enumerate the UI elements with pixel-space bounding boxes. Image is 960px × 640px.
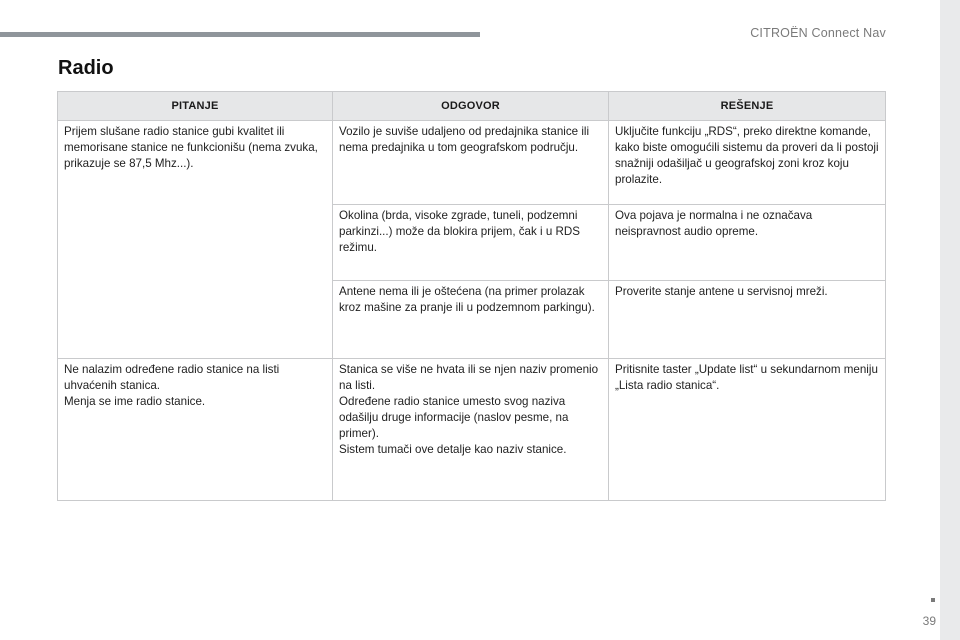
question-cell: Prijem slušane radio stanice gubi kvalitet ili memorisane stanice ne funkcionišu (nema zvuka, prikazuje se 87,5 Mhz...). [58,121,333,359]
header-answer: ODGOVOR [333,92,609,121]
table-header-row [58,92,886,121]
question-cell [58,359,333,501]
table-row [58,121,886,205]
solution-cell: Proverite stanje antene u servisnoj mreži. [609,281,886,359]
answer-line: Stanica se više ne hvata ili se njen naziv promenio na listi. [339,363,599,392]
header-solution: REŠENJE [609,92,886,121]
answer-cell: Okolina (brda, visoke zgrade, tuneli, podzemni parkinzi...) može da blokira prijem, čak i u RDS režimu. [333,205,609,281]
solution-cell: Uključite funkciju „RDS“, preko direktne komande, kako biste omogućili sistemu da proveri da li postoji snažniji odašiljač u geografskoj zoni kroz koju prolazite. [609,121,886,205]
question-line: Menja se ime radio stanice. [64,395,206,408]
page-title: Radio [58,57,114,79]
side-strip [940,0,960,640]
faq-table [57,91,886,501]
header-bar [0,32,480,37]
page-number: 39 [922,614,936,628]
answer-cell: Vozilo je suviše udaljeno od predajnika stanice ili nema predajnika u tom geografskom području. [333,121,609,205]
question-line: Ne nalazim određene radio stanice na listi uhvaćenih stanica. [64,363,280,392]
answer-cell: Antene nema ili je oštećena (na primer prolazak kroz mašine za pranje ili u podzemnom parkingu). [333,281,609,359]
solution-cell: Ova pojava je normalna i ne označava neispravnost audio opreme. [609,205,886,281]
table-row [58,359,886,501]
brand-label: CITROËN Connect Nav [750,26,886,40]
answer-cell [333,359,609,501]
solution-cell: Pritisnite taster „Update list“ u sekundarnom meniju „Lista radio stanica“. [609,359,886,501]
answer-line: Određene radio stanice umesto svog naziva odašilju druge informacije (naslov pesme, na primer). [339,395,569,440]
header-question: PITANJE [58,92,333,121]
answer-line: Sistem tumači ove detalje kao naziv stanice. [339,443,567,456]
bullet-marker [931,598,935,602]
